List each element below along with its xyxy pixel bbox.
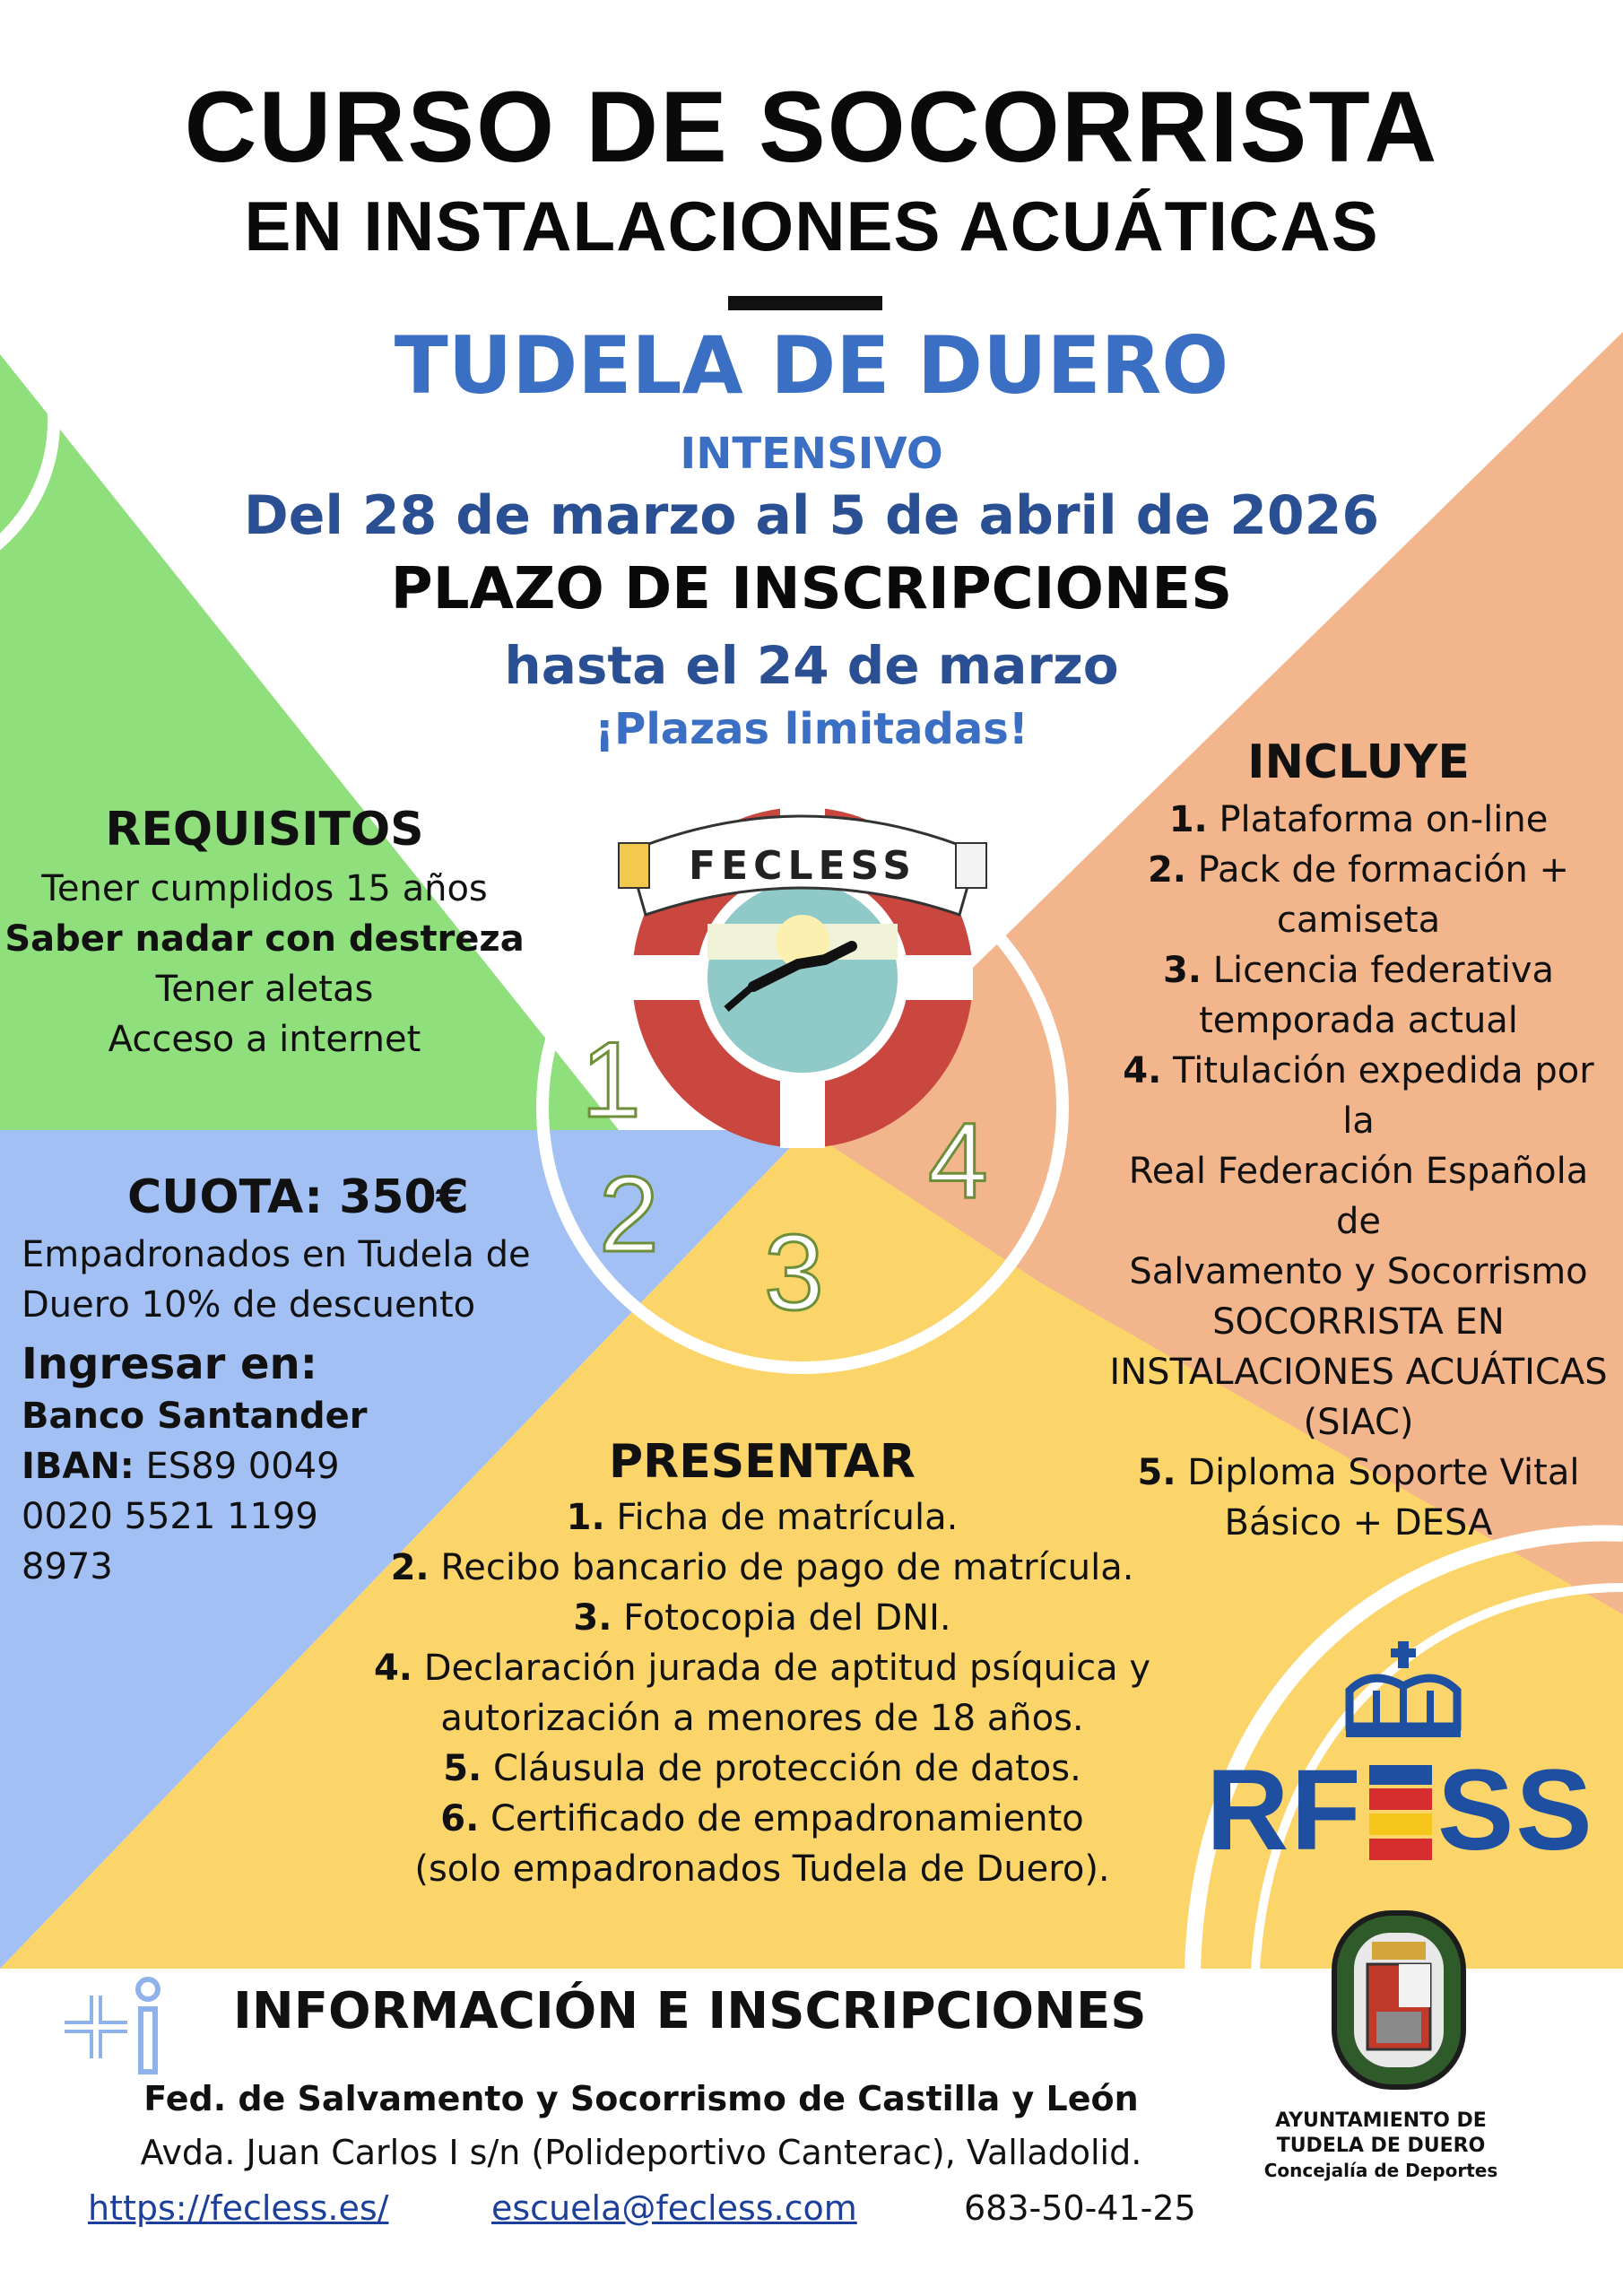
requisito-item: Acceso a internet [108, 1019, 421, 1060]
requisito-item: Tener cumplidos 15 años [41, 868, 488, 909]
presentar-number: 3. [573, 1597, 612, 1639]
incluye-text: (SIAC) [1303, 1402, 1414, 1443]
incluye-line [1103, 996, 1614, 1046]
incluye-number: 4. [1123, 1050, 1162, 1091]
incluye-section [1103, 735, 1614, 1548]
incluye-title: INCLUYE [1247, 735, 1470, 789]
incluye-text: Titulación expedida por la [1173, 1050, 1594, 1142]
incluye-line [1103, 1146, 1614, 1247]
presentar-text: Certificado de empadronamiento [490, 1798, 1084, 1839]
website-link[interactable]: https://fecless.es/ [88, 2188, 389, 2228]
incluye-text: temporada actual [1199, 1000, 1518, 1041]
course-type: INTENSIVO [680, 429, 943, 479]
presentar-text: Recibo bancario de pago de matrícula. [440, 1547, 1134, 1588]
number-4: 4 [928, 1100, 988, 1221]
title-line-1: CURSO DE SOCORRISTA [184, 71, 1439, 183]
crown-icon [1341, 1641, 1466, 1740]
cuota-discount-line: Duero 10% de descuento [22, 1284, 476, 1326]
requisitos-section [0, 803, 529, 1065]
presentar-line [341, 1492, 1184, 1543]
ayuntamiento-line-3: Concejalía de Deportes [1263, 2160, 1498, 2181]
incluye-text: Pack de formación + [1197, 849, 1570, 891]
rfess-text-right: SS [1437, 1746, 1594, 1874]
info-organization: Fed. de Salvamento y Socorrismo de Castilla y León [143, 2079, 1139, 2118]
ingresar-label: Ingresar en: [22, 1339, 317, 1389]
requisitos-title: REQUISITOS [105, 803, 424, 857]
presentar-number: 6. [440, 1798, 480, 1839]
presentar-list [341, 1492, 1184, 1894]
castle-icon [1376, 2012, 1421, 2043]
presentar-line [341, 1693, 1184, 1744]
requisitos-list [0, 864, 529, 1065]
seal-crown-icon [1372, 1942, 1426, 1960]
presentar-text: autorización a menores de 18 años. [440, 1698, 1084, 1739]
rfess-text-left: RF [1206, 1746, 1363, 1874]
deadline-date: hasta el 24 de marzo [504, 635, 1119, 696]
plus-info-icon [56, 1973, 172, 2076]
number-2: 2 [599, 1154, 659, 1274]
incluye-line [1103, 845, 1614, 895]
presentar-text: Declaración jurada de aptitud psíquica y [423, 1648, 1151, 1689]
deadline-label: PLAZO DE INSCRIPCIONES [390, 556, 1233, 622]
presentar-text: Fotocopia del DNI. [623, 1597, 951, 1639]
presentar-text: Ficha de matrícula. [616, 1497, 959, 1538]
presentar-line [341, 1844, 1184, 1894]
requisito-item: Tener aletas [155, 969, 374, 1010]
title-divider [728, 296, 882, 310]
incluye-line [1103, 1297, 1614, 1347]
bank-name: Banco Santander [22, 1396, 368, 1437]
iban-part: 8973 [22, 1546, 113, 1587]
incluye-text: Licencia federativa [1212, 950, 1555, 991]
castilla-shield-icon [619, 843, 649, 888]
incluye-line [1103, 795, 1614, 845]
cuota-title: CUOTA: 350€ [127, 1170, 469, 1224]
presentar-text: (solo empadronados Tudela de Duero). [414, 1848, 1110, 1890]
incluye-line [1103, 1347, 1614, 1397]
incluye-text: Básico + DESA [1224, 1502, 1493, 1544]
incluye-number: 2. [1147, 849, 1186, 891]
rfess-e-icon [1369, 1765, 1432, 1864]
phone-number: 683-50-41-25 [964, 2188, 1196, 2228]
incluye-text: Real Federación Española de [1128, 1151, 1589, 1242]
ayuntamiento-line-2: TUDELA DE DUERO [1276, 2135, 1486, 2157]
ayuntamiento-line-1: AYUNTAMIENTO DE [1275, 2109, 1487, 2132]
incluye-line [1103, 945, 1614, 996]
presentar-line [341, 1643, 1184, 1693]
incluye-line [1103, 1247, 1614, 1297]
incluye-number: 1. [1168, 799, 1208, 840]
presentar-line [341, 1794, 1184, 1844]
presentar-section [341, 1435, 1184, 1894]
incluye-text: INSTALACIONES ACUÁTICAS [1109, 1352, 1608, 1393]
presentar-line [341, 1543, 1184, 1593]
info-title: INFORMACIÓN E INSCRIPCIONES [233, 1982, 1147, 2040]
iban-part: ES89 0049 [145, 1446, 340, 1487]
presentar-line [341, 1593, 1184, 1643]
presentar-line [341, 1744, 1184, 1794]
email-link[interactable]: escuela@fecless.com [491, 2188, 857, 2228]
number-3: 3 [764, 1213, 824, 1333]
presentar-title: PRESENTAR [609, 1435, 916, 1489]
iban-label: IBAN: [22, 1446, 135, 1487]
incluye-text: Salvamento y Socorrismo [1129, 1251, 1588, 1292]
incluye-line [1103, 895, 1614, 945]
incluye-number: 5. [1137, 1452, 1176, 1493]
iban-part: 0020 5521 1199 [22, 1496, 318, 1537]
requisito-item: Saber nadar con destreza [4, 918, 525, 960]
fecless-name: FECLESS [689, 843, 916, 889]
presentar-number: 2. [390, 1547, 430, 1588]
incluye-number: 3. [1162, 950, 1202, 991]
cuota-discount-line: Empadronados en Tudela de [22, 1234, 531, 1275]
incluye-text: Diploma Soporte Vital [1187, 1452, 1580, 1493]
presentar-number: 1. [566, 1497, 605, 1538]
info-address: Avda. Juan Carlos I s/n (Polideportivo Canterac), Valladolid. [140, 2133, 1142, 2172]
location-title: TUDELA DE DUERO [394, 319, 1229, 412]
presentar-number: 4. [373, 1648, 412, 1689]
limited-places: ¡Plazas limitadas! [595, 704, 1028, 754]
title-line-2: EN INSTALACIONES ACUÁTICAS [244, 187, 1379, 265]
leon-shield-icon [956, 843, 986, 888]
incluye-line [1103, 1046, 1614, 1146]
presentar-text: Cláusula de protección de datos. [492, 1748, 1081, 1789]
course-dates: Del 28 de marzo al 5 de abril de 2026 [243, 484, 1380, 547]
incluye-text: camiseta [1276, 900, 1441, 941]
number-1: 1 [581, 1020, 641, 1140]
cuota-discount [22, 1230, 560, 1330]
incluye-text: Plataforma on-line [1219, 799, 1549, 840]
incluye-text: SOCORRISTA EN [1212, 1301, 1505, 1343]
presentar-number: 5. [443, 1748, 482, 1789]
rfess-logo [1206, 1641, 1601, 1883]
ayuntamiento-seal [1327, 1906, 1471, 2094]
